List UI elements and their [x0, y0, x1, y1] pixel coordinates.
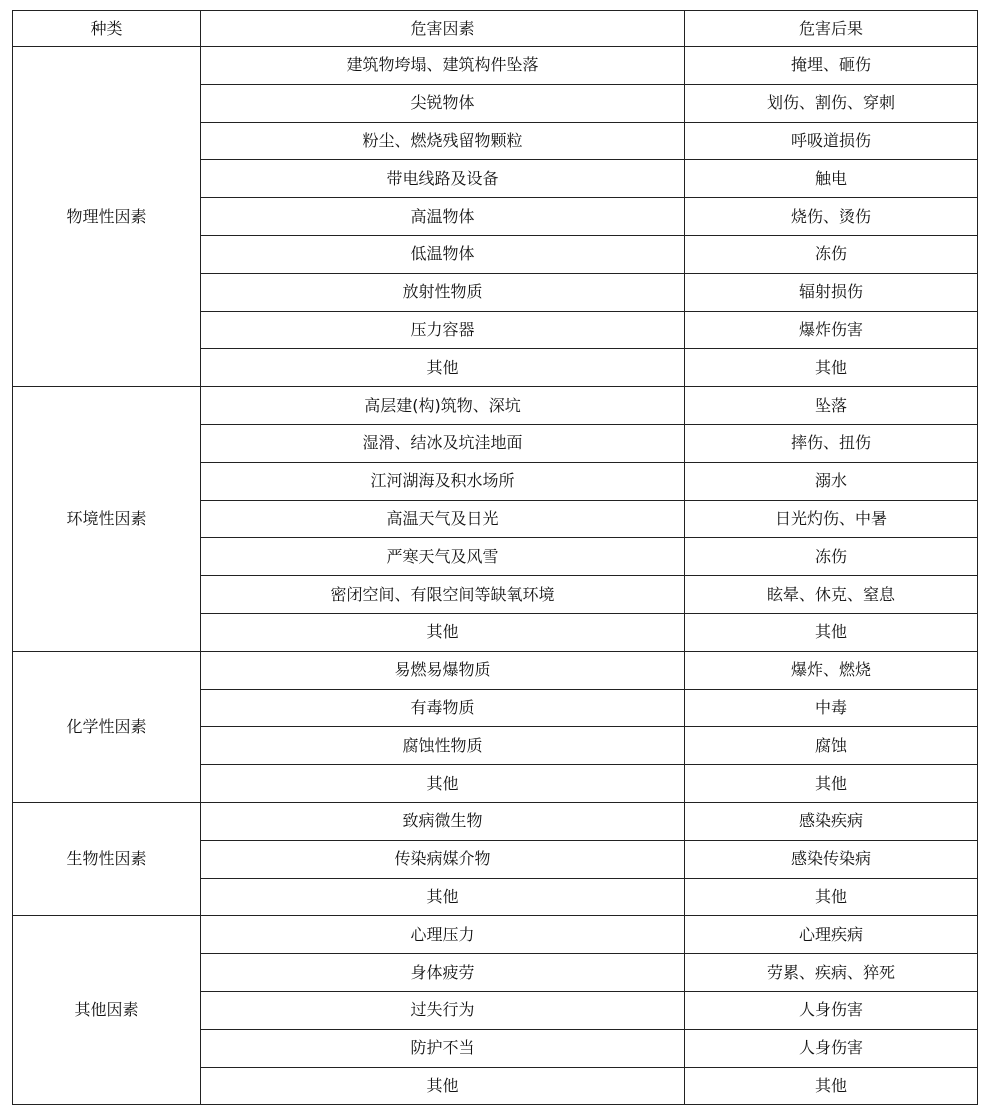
- hazard-consequence-cell: 其他: [685, 349, 978, 387]
- table-header: [13, 11, 978, 47]
- hazard-consequence-cell: 腐蚀: [685, 727, 978, 765]
- table-row: [13, 387, 978, 425]
- hazard-factor-cell: 其他: [201, 349, 685, 387]
- hazard-factor-cell: 防护不当: [201, 1029, 685, 1067]
- category-cell: 化学性因素: [13, 651, 201, 802]
- hazard-consequence-cell: 感染疾病: [685, 802, 978, 840]
- hazard-factor-cell: 放射性物质: [201, 273, 685, 311]
- hazard-factor-cell: 其他: [201, 1067, 685, 1105]
- hazard-factor-cell: 高温天气及日光: [201, 500, 685, 538]
- hazard-factor-cell: 致病微生物: [201, 802, 685, 840]
- hazard-consequence-cell: 爆炸伤害: [685, 311, 978, 349]
- hazard-consequence-cell: 冻伤: [685, 235, 978, 273]
- hazard-consequence-cell: 人身伤害: [685, 991, 978, 1029]
- hazard-factor-cell: 粉尘、燃烧残留物颗粒: [201, 122, 685, 160]
- table-row: [13, 651, 978, 689]
- hazard-consequence-cell: 心理疾病: [685, 916, 978, 954]
- hazard-consequence-cell: 烧伤、烫伤: [685, 198, 978, 236]
- hazard-consequence-cell: 辐射损伤: [685, 273, 978, 311]
- hazard-consequence-cell: 划伤、割伤、穿刺: [685, 84, 978, 122]
- hazard-factor-cell: 高温物体: [201, 198, 685, 236]
- hazard-factor-cell: 密闭空间、有限空间等缺氧环境: [201, 576, 685, 614]
- hazard-factor-cell: 严寒天气及风雪: [201, 538, 685, 576]
- hazard-consequence-cell: 掩埋、砸伤: [685, 47, 978, 85]
- hazard-factor-cell: 尖锐物体: [201, 84, 685, 122]
- header-hazard-factor: 危害因素: [201, 11, 685, 47]
- hazard-consequence-cell: 日光灼伤、中暑: [685, 500, 978, 538]
- hazard-factor-cell: 其他: [201, 613, 685, 651]
- hazard-table: [12, 10, 978, 1105]
- header-category: 种类: [13, 11, 201, 47]
- hazard-factor-cell: 有毒物质: [201, 689, 685, 727]
- hazard-consequence-cell: 冻伤: [685, 538, 978, 576]
- hazard-factor-cell: 高层建(构)筑物、深坑: [201, 387, 685, 425]
- hazard-factor-cell: 腐蚀性物质: [201, 727, 685, 765]
- hazard-factor-cell: 其他: [201, 878, 685, 916]
- hazard-consequence-cell: 眩晕、休克、窒息: [685, 576, 978, 614]
- hazard-factor-cell: 心理压力: [201, 916, 685, 954]
- table-row: [13, 916, 978, 954]
- table-body: [13, 47, 978, 1105]
- table-row: [13, 802, 978, 840]
- hazard-factor-cell: 其他: [201, 765, 685, 803]
- hazard-consequence-cell: 感染传染病: [685, 840, 978, 878]
- category-cell: 物理性因素: [13, 47, 201, 387]
- hazard-consequence-cell: 劳累、疾病、猝死: [685, 954, 978, 992]
- hazard-factor-cell: 低温物体: [201, 235, 685, 273]
- header-hazard-consequence: 危害后果: [685, 11, 978, 47]
- hazard-consequence-cell: 中毒: [685, 689, 978, 727]
- header-row: [13, 11, 978, 47]
- hazard-consequence-cell: 其他: [685, 878, 978, 916]
- category-cell: 生物性因素: [13, 802, 201, 915]
- table-row: [13, 47, 978, 85]
- hazard-factor-cell: 带电线路及设备: [201, 160, 685, 198]
- hazard-factor-cell: 易燃易爆物质: [201, 651, 685, 689]
- hazard-consequence-cell: 其他: [685, 613, 978, 651]
- hazard-consequence-cell: 其他: [685, 765, 978, 803]
- hazard-factor-cell: 建筑物垮塌、建筑构件坠落: [201, 47, 685, 85]
- hazard-factor-cell: 传染病媒介物: [201, 840, 685, 878]
- hazard-factor-cell: 压力容器: [201, 311, 685, 349]
- hazard-consequence-cell: 摔伤、扭伤: [685, 424, 978, 462]
- hazard-consequence-cell: 其他: [685, 1067, 978, 1105]
- hazard-factor-cell: 身体疲劳: [201, 954, 685, 992]
- category-cell: 环境性因素: [13, 387, 201, 652]
- hazard-consequence-cell: 人身伤害: [685, 1029, 978, 1067]
- hazard-factor-cell: 湿滑、结冰及坑洼地面: [201, 424, 685, 462]
- hazard-consequence-cell: 触电: [685, 160, 978, 198]
- hazard-factor-cell: 江河湖海及积水场所: [201, 462, 685, 500]
- hazard-factor-cell: 过失行为: [201, 991, 685, 1029]
- category-cell: 其他因素: [13, 916, 201, 1105]
- hazard-consequence-cell: 爆炸、燃烧: [685, 651, 978, 689]
- hazard-consequence-cell: 呼吸道损伤: [685, 122, 978, 160]
- hazard-consequence-cell: 溺水: [685, 462, 978, 500]
- hazard-consequence-cell: 坠落: [685, 387, 978, 425]
